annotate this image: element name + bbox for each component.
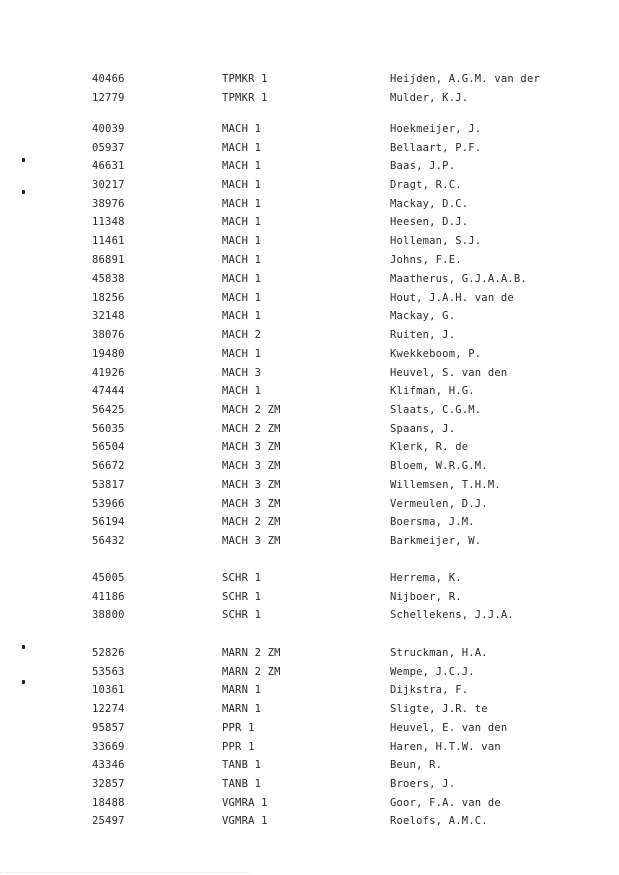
- rank-code: MACH 3 ZM: [222, 535, 281, 547]
- person-name: Maatherus, G.J.A.A.B.: [390, 273, 527, 285]
- employee-number: 40039: [92, 123, 125, 135]
- employee-number: 18256: [92, 292, 125, 304]
- employee-number: 33669: [92, 741, 125, 753]
- employee-number: 11348: [92, 216, 125, 228]
- employee-number: 53563: [92, 666, 125, 678]
- rank-code: MACH 2 ZM: [222, 516, 281, 528]
- employee-number: 56425: [92, 404, 125, 416]
- rank-code: MACH 3: [222, 367, 262, 379]
- rank-code: MACH 2 ZM: [222, 423, 281, 435]
- list-row: [0, 289, 619, 307]
- person-name: Schellekens, J.J.A.: [390, 609, 514, 621]
- employee-number: 45838: [92, 273, 125, 285]
- employee-number: 38976: [92, 198, 125, 210]
- list-row: [0, 120, 619, 138]
- employee-number: 56672: [92, 460, 125, 472]
- list-row: [0, 495, 619, 513]
- rank-code: MACH 1: [222, 292, 262, 304]
- employee-number: 45005: [92, 572, 125, 584]
- person-name: Spaans, J.: [390, 423, 456, 435]
- list-row: [0, 139, 619, 157]
- employee-number: 19480: [92, 348, 125, 360]
- person-name: Baas, J.P.: [390, 160, 456, 172]
- employee-number: 32857: [92, 778, 125, 790]
- rank-code: MACH 3 ZM: [222, 498, 281, 510]
- employee-number: 38076: [92, 329, 125, 341]
- rank-code: MACH 2 ZM: [222, 404, 281, 416]
- list-row: [0, 70, 619, 88]
- list-row: [0, 476, 619, 494]
- rank-code: MACH 1: [222, 160, 262, 172]
- person-name: Goor, F.A. van de: [390, 797, 501, 809]
- list-row: [0, 270, 619, 288]
- rank-code: MARN 1: [222, 703, 262, 715]
- employee-number: 52826: [92, 647, 125, 659]
- list-row: [0, 663, 619, 681]
- list-row: [0, 251, 619, 269]
- rank-code: MACH 1: [222, 198, 262, 210]
- rank-code: SCHR 1: [222, 572, 262, 584]
- list-row: [0, 326, 619, 344]
- list-row: [0, 812, 619, 830]
- list-row: [0, 794, 619, 812]
- employee-number: 25497: [92, 815, 125, 827]
- person-name: Klerk, R. de: [390, 441, 469, 453]
- rank-code: MACH 1: [222, 348, 262, 360]
- rank-code: MACH 2: [222, 329, 262, 341]
- list-row: [0, 513, 619, 531]
- rank-code: TANB 1: [222, 759, 262, 771]
- list-row: [0, 756, 619, 774]
- list-row: [0, 438, 619, 456]
- rank-code: SCHR 1: [222, 609, 262, 621]
- employee-number: 30217: [92, 179, 125, 191]
- employee-number: 95857: [92, 722, 125, 734]
- rank-code: MACH 3 ZM: [222, 441, 281, 453]
- employee-number: 12779: [92, 92, 125, 104]
- person-name: Ruiten, J.: [390, 329, 456, 341]
- person-name: Heuvel, E. van den: [390, 722, 508, 734]
- list-row: [0, 364, 619, 382]
- list-row: [0, 401, 619, 419]
- list-row: [0, 644, 619, 662]
- person-name: Heesen, D.J.: [390, 216, 469, 228]
- employee-number: 47444: [92, 385, 125, 397]
- list-row: [0, 719, 619, 737]
- employee-number: 86891: [92, 254, 125, 266]
- rank-code: VGMRA 1: [222, 815, 268, 827]
- person-name: Wempe, J.C.J.: [390, 666, 475, 678]
- list-row: [0, 89, 619, 107]
- employee-number: 12274: [92, 703, 125, 715]
- list-row: [0, 176, 619, 194]
- list-row: [0, 195, 619, 213]
- person-name: Boersma, J.M.: [390, 516, 475, 528]
- list-row: [0, 569, 619, 587]
- rank-code: MACH 1: [222, 254, 262, 266]
- person-name: Mackay, G.: [390, 310, 456, 322]
- person-name: Bloem, W.R.G.M.: [390, 460, 488, 472]
- list-row: [0, 307, 619, 325]
- person-name: Kwekkeboom, P.: [390, 348, 482, 360]
- list-row: [0, 382, 619, 400]
- rank-code: MACH 1: [222, 273, 262, 285]
- person-name: Vermeulen, D.J.: [390, 498, 488, 510]
- employee-number: 56035: [92, 423, 125, 435]
- employee-number: 05937: [92, 142, 125, 154]
- person-name: Broers, J.: [390, 778, 456, 790]
- rank-code: TPMKR 1: [222, 73, 268, 85]
- person-name: Beun, R.: [390, 759, 443, 771]
- employee-number: 43346: [92, 759, 125, 771]
- list-row: [0, 700, 619, 718]
- person-name: Dragt, R.C.: [390, 179, 462, 191]
- employee-number: 18488: [92, 797, 125, 809]
- employee-number: 10361: [92, 684, 125, 696]
- scan-artifact: [0, 868, 250, 873]
- person-name: Mulder, K.J.: [390, 92, 469, 104]
- person-name: Herrema, K.: [390, 572, 462, 584]
- person-name: Mackay, D.C.: [390, 198, 469, 210]
- list-row: [0, 775, 619, 793]
- list-row: [0, 213, 619, 231]
- list-row: [0, 606, 619, 624]
- rank-code: MACH 3 ZM: [222, 460, 281, 472]
- person-name: Nijboer, R.: [390, 591, 462, 603]
- rank-code: VGMRA 1: [222, 797, 268, 809]
- list-row: [0, 457, 619, 475]
- rank-code: MARN 2 ZM: [222, 666, 281, 678]
- rank-code: MACH 1: [222, 310, 262, 322]
- employee-number: 53966: [92, 498, 125, 510]
- employee-number: 11461: [92, 235, 125, 247]
- list-row: [0, 157, 619, 175]
- employee-number: 38800: [92, 609, 125, 621]
- rank-code: PPR 1: [222, 741, 255, 753]
- rank-code: MACH 1: [222, 142, 262, 154]
- person-name: Dijkstra, F.: [390, 684, 469, 696]
- rank-code: MARN 1: [222, 684, 262, 696]
- person-name: Roelofs, A.M.C.: [390, 815, 488, 827]
- rank-code: TPMKR 1: [222, 92, 268, 104]
- rank-code: MACH 1: [222, 235, 262, 247]
- rank-code: SCHR 1: [222, 591, 262, 603]
- rank-code: MACH 3 ZM: [222, 479, 281, 491]
- employee-number: 40466: [92, 73, 125, 85]
- person-name: Slaats, C.G.M.: [390, 404, 482, 416]
- list-row: [0, 420, 619, 438]
- person-name: Willemsen, T.H.M.: [390, 479, 501, 491]
- employee-number: 53817: [92, 479, 125, 491]
- rank-code: MARN 2 ZM: [222, 647, 281, 659]
- person-name: Holleman, S.J.: [390, 235, 482, 247]
- rank-code: MACH 1: [222, 179, 262, 191]
- person-name: Hout, J.A.H. van de: [390, 292, 514, 304]
- list-row: [0, 681, 619, 699]
- employee-number: 32148: [92, 310, 125, 322]
- person-name: Barkmeijer, W.: [390, 535, 482, 547]
- employee-number: 46631: [92, 160, 125, 172]
- employee-number: 41186: [92, 591, 125, 603]
- rank-code: MACH 1: [222, 385, 262, 397]
- employee-number: 56504: [92, 441, 125, 453]
- person-name: Johns, F.E.: [390, 254, 462, 266]
- person-name: Haren, H.T.W. van: [390, 741, 501, 753]
- list-row: [0, 232, 619, 250]
- person-name: Bellaart, P.F.: [390, 142, 482, 154]
- rank-code: TANB 1: [222, 778, 262, 790]
- person-name: Sligte, J.R. te: [390, 703, 488, 715]
- rank-code: MACH 1: [222, 123, 262, 135]
- person-name: Struckman, H.A.: [390, 647, 488, 659]
- list-row: [0, 345, 619, 363]
- employee-number: 56432: [92, 535, 125, 547]
- list-row: [0, 738, 619, 756]
- person-name: Heijden, A.G.M. van der: [390, 73, 540, 85]
- employee-number: 56194: [92, 516, 125, 528]
- person-name: Klifman, H.G.: [390, 385, 475, 397]
- person-name: Hoekmeijer, J.: [390, 123, 482, 135]
- employee-number: 41926: [92, 367, 125, 379]
- person-name: Heuvel, S. van den: [390, 367, 508, 379]
- rank-code: MACH 1: [222, 216, 262, 228]
- list-row: [0, 588, 619, 606]
- rank-code: PPR 1: [222, 722, 255, 734]
- list-row: [0, 532, 619, 550]
